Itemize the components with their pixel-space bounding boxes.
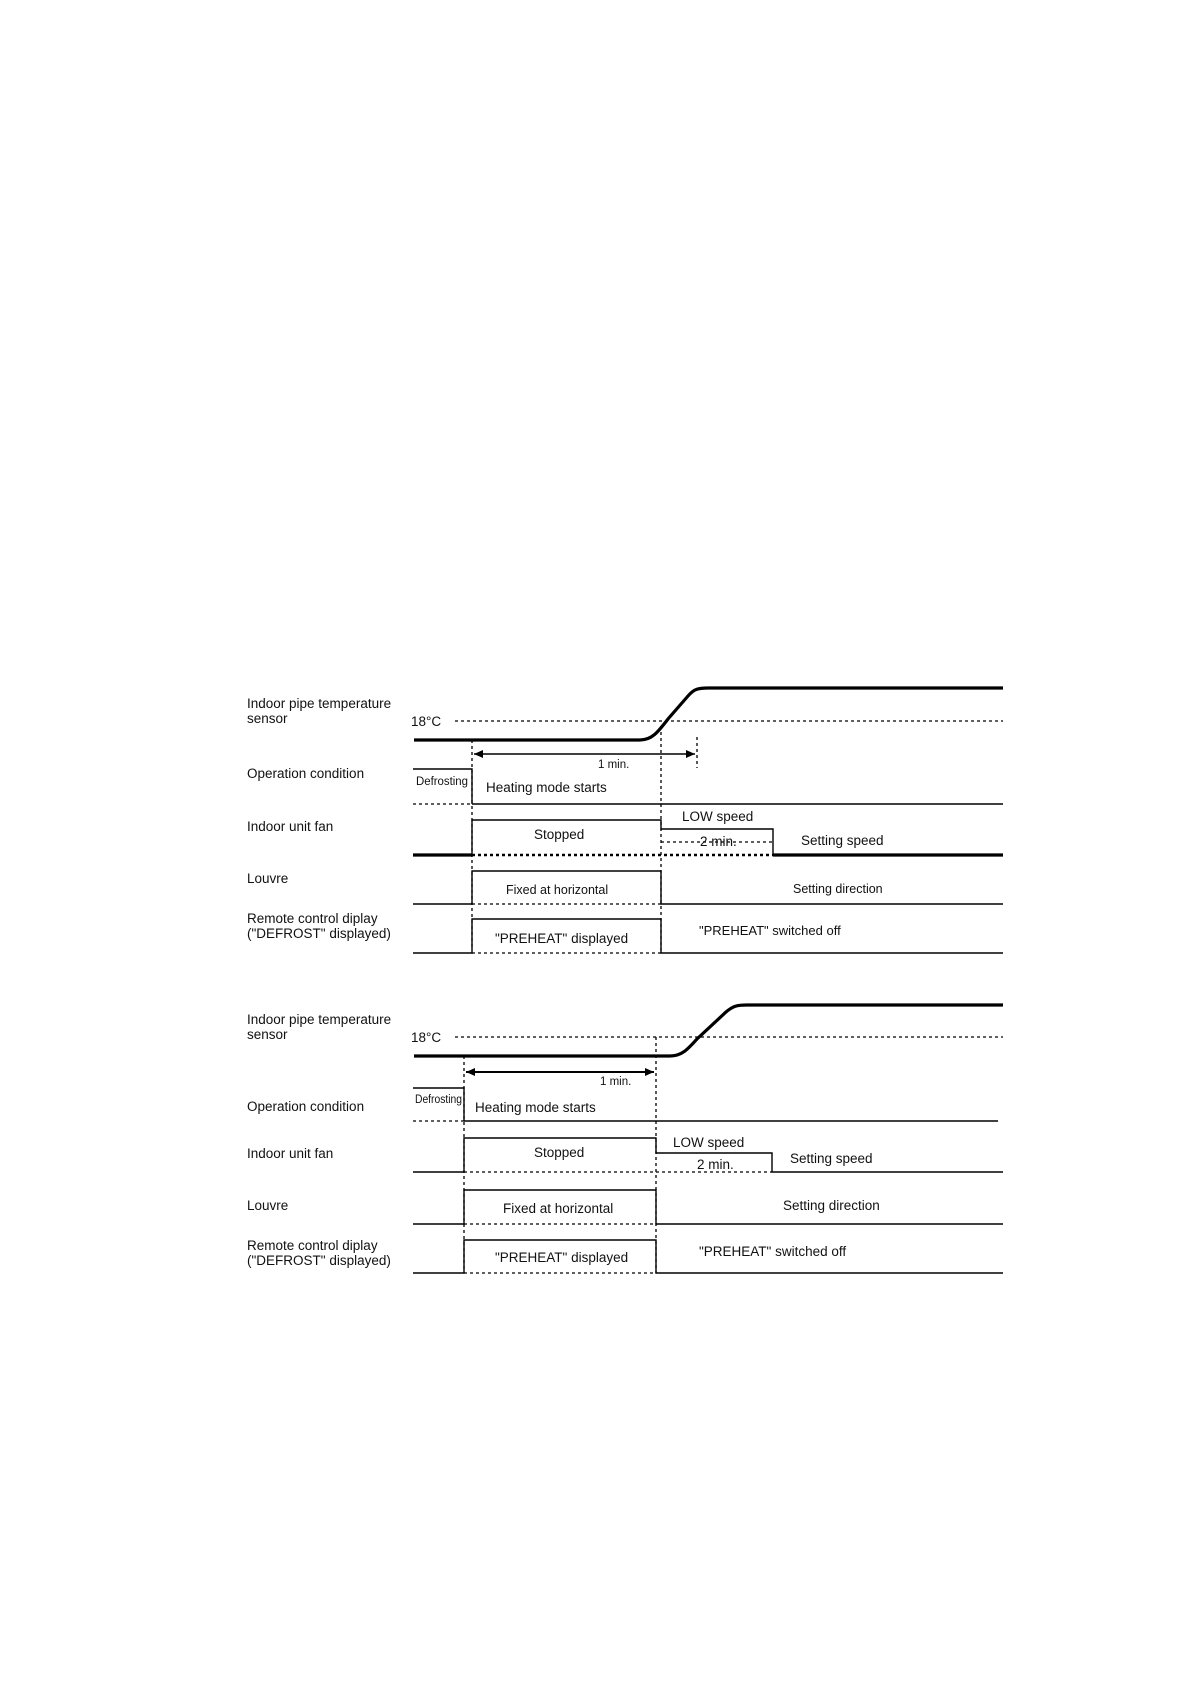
louvre-label: Louvre xyxy=(247,871,289,886)
pipe-temperature-curve xyxy=(414,1005,1003,1056)
operation-label: Operation condition xyxy=(247,766,365,781)
interval-1min-label: 1 min. xyxy=(598,759,630,771)
fan-setting-label: Setting speed xyxy=(801,833,884,848)
preheat-displayed-label: "PREHEAT" displayed xyxy=(495,931,629,946)
defrosting-label: Defrosting xyxy=(416,776,468,788)
heating-starts-label: Heating mode starts xyxy=(486,780,607,795)
temp-threshold-label: 18°C xyxy=(411,1030,442,1045)
louvre-waveform xyxy=(413,1190,1003,1224)
louvre-fixed-label: Fixed at horizontal xyxy=(506,883,609,897)
sensor-label-line1: Indoor pipe temperature xyxy=(247,1012,392,1027)
interval-1min-label: 1 min. xyxy=(600,1076,632,1088)
operation-label: Operation condition xyxy=(247,1099,365,1114)
timing-diagram-1 xyxy=(247,688,1003,953)
timing-diagram-2 xyxy=(247,1005,1003,1273)
remote-label-line2: ("DEFROST" displayed) xyxy=(247,1253,391,1268)
sensor-label-line2: sensor xyxy=(247,1027,288,1042)
fan-setting-label: Setting speed xyxy=(790,1151,873,1166)
temp-threshold-label: 18°C xyxy=(411,714,442,729)
preheat-off-label: "PREHEAT" switched off xyxy=(699,1244,847,1259)
fan-label: Indoor unit fan xyxy=(247,1146,334,1161)
fan-stopped-label: Stopped xyxy=(534,827,585,842)
heating-starts-label: Heating mode starts xyxy=(475,1100,596,1115)
fan-2min-label: 2 min. xyxy=(700,834,737,849)
fan-label: Indoor unit fan xyxy=(247,819,334,834)
remote-label-line1: Remote control diplay xyxy=(247,1238,378,1253)
sensor-label-line2: sensor xyxy=(247,711,288,726)
remote-label-line2: ("DEFROST" displayed) xyxy=(247,926,391,941)
louvre-label: Louvre xyxy=(247,1198,289,1213)
louvre-fixed-label: Fixed at horizontal xyxy=(503,1201,614,1216)
fan-low-label: LOW speed xyxy=(682,809,754,824)
defrosting-label: Defrosting xyxy=(415,1094,462,1106)
preheat-displayed-label: "PREHEAT" displayed xyxy=(495,1250,629,1265)
louvre-waveform xyxy=(413,871,1003,904)
fan-2min-label: 2 min. xyxy=(697,1157,734,1172)
sensor-label-line1: Indoor pipe temperature xyxy=(247,696,392,711)
louvre-setting-label: Setting direction xyxy=(783,1198,880,1213)
fan-low-label: LOW speed xyxy=(673,1135,745,1150)
preheat-off-label: "PREHEAT" switched off xyxy=(699,923,841,938)
remote-label-line1: Remote control diplay xyxy=(247,911,378,926)
pipe-temperature-curve xyxy=(414,688,1003,740)
louvre-setting-label: Setting direction xyxy=(793,882,883,896)
fan-stopped-label: Stopped xyxy=(534,1145,585,1160)
